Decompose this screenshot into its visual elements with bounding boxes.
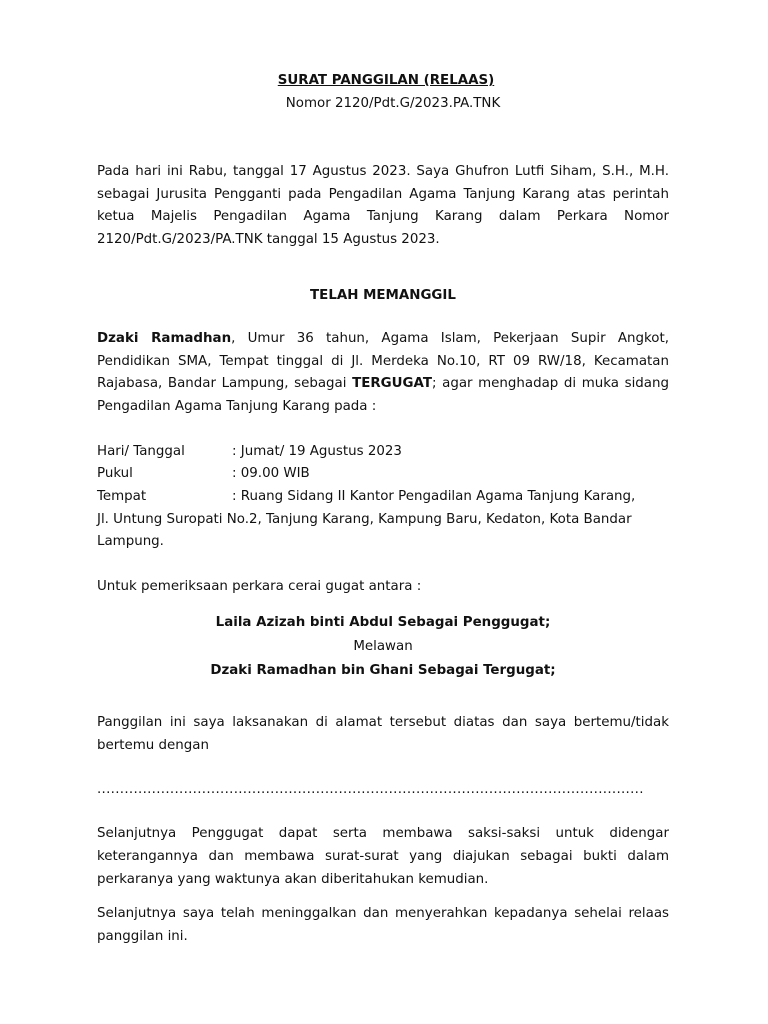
schedule-time-label: Pukul: [97, 466, 133, 482]
case-number: Nomor 2120/Pdt.G/2023.PA.TNK: [285, 96, 501, 111]
summons-note: Panggilan ini saya laksanakan di alamat tersebut diatas dan saya bertemu/tidak bertemu dengan: [97, 714, 669, 753]
schedule-place-label: Tempat: [97, 489, 147, 505]
defendant-role: TERGUGAT: [352, 376, 432, 392]
schedule-row-day: [97, 441, 669, 464]
dotted-fill-line: ........................................................................................................................: [97, 782, 644, 798]
schedule-row-place: [97, 486, 669, 509]
schedule-place-continued: Jl. Untung Suropati No.2, Tanjung Karang, Kampung Baru, Kedaton, Kota Bandar Lampung.: [97, 511, 632, 550]
defendant-paragraph: [97, 328, 669, 419]
defendant-details: , Umur 36 tahun, Agama Islam, Pekerjaan Supir Angkot, Pendidikan SMA, Tempat tinggal di Jl. Merdeka No.10, RT 09 RW/18, Kecamatan Rajabasa, Bandar Lampung, sebagai: [97, 330, 669, 392]
section-heading: TELAH MEMANGGIL: [310, 287, 456, 303]
document-title: SURAT PANGGILAN (RELAAS): [277, 73, 495, 88]
case-intro: Untuk pemeriksaan perkara cerai gugat antara :: [97, 579, 422, 595]
schedule-row-time: [97, 463, 669, 486]
parties-block: [97, 612, 669, 682]
schedule-time-value: : 09.00 WIB: [232, 466, 310, 482]
further-paragraph-2: Selanjutnya saya telah meninggalkan dan menyerahkan kepadanya sehelai relaas panggilan ini.: [97, 906, 669, 945]
schedule-block: [97, 441, 669, 555]
schedule-day-label: Hari/ Tanggal: [97, 443, 185, 459]
defendant-line: Dzaki Ramadhan bin Ghani Sebagai Tergugat;: [210, 662, 556, 678]
further-paragraph-1: Selanjutnya Penggugat dapat serta membawa saksi-saksi untuk didengar keterangannya dan membawa surat-surat yang diajukan sebagai bukti dalam perkaranya yang waktunya akan diberitahukan kemudian.: [97, 826, 669, 887]
defendant-closing: ; agar menghadap di muka sidang Pengadilan Agama Tanjung Karang pada :: [97, 376, 669, 414]
schedule-place-value: : Ruang Sidang II Kantor Pengadilan Agama Tanjung Karang,: [232, 489, 636, 505]
opening-paragraph: Pada hari ini Rabu, tanggal 17 Agustus 2023. Saya Ghufron Lutfi Siham, S.H., M.H. sebagai Jurusita Pengganti pada Pengadilan Agama Tanjung Karang atas perintah ketua Majelis Pengadilan Agama Tanjung Karang dalam Perkara Nomor 2120/Pdt.G/2023/PA.TNK tanggal 15 Agustus 2023.: [97, 164, 669, 248]
defendant-name: Dzaki Ramadhan: [97, 330, 232, 346]
plaintiff-line: Laila Azizah binti Abdul Sebagai Penggugat;: [215, 614, 551, 630]
document-page: [97, 70, 669, 949]
versus-line: Melawan: [353, 638, 413, 654]
schedule-day-value: : Jumat/ 19 Agustus 2023: [232, 443, 402, 459]
